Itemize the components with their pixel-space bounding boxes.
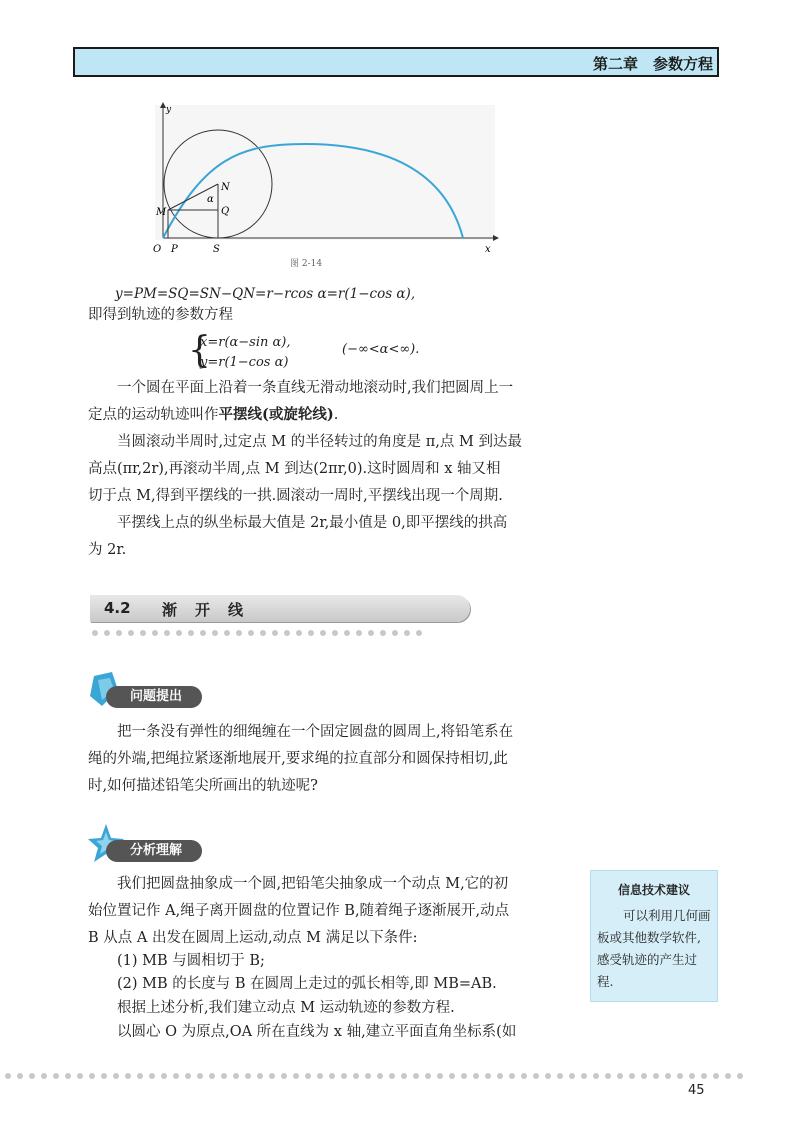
analysis-badge (88, 834, 208, 860)
para1-line2 (88, 405, 338, 425)
section-heading-bar (90, 595, 470, 622)
label-o: O (153, 244, 162, 255)
label-x: x (485, 244, 491, 255)
analysis-line3: B 从点 A 出发在圆周上运动,动点 M 满足以下条件: (88, 930, 418, 946)
label-y: y (166, 105, 172, 115)
sidebar-title: 信息技术建议 (617, 883, 690, 897)
parametric-system (188, 330, 291, 373)
chapter-title: 第二章 参数方程 (592, 55, 713, 73)
x-axis-arrow (493, 235, 499, 241)
section-title: 渐开线 (162, 601, 262, 619)
parameter-range: (−∞<α<∞). (342, 342, 420, 357)
condition-2: (2) MB 的长度与 B 在圆周上走过的弧长相等,即 MB=AB. (117, 976, 497, 992)
section-dots (92, 630, 422, 638)
equation-x: x=r(α−sin α), (200, 335, 291, 350)
label-s: S (213, 244, 220, 255)
label-m: M (156, 207, 167, 218)
system-brace: { (188, 330, 211, 371)
label-n: N (221, 182, 230, 193)
analysis-line2: 始位置记作 A,绳子离开圆盘的位置记作 B,随着绳子逐渐展开,动点 (88, 903, 510, 919)
para2-line1: 当圆滚动半周时,过定点 M 的半径转过的角度是 π,点 M 到达最 (117, 434, 522, 450)
para1-end: . (333, 407, 339, 423)
condition-1: (1) MB 与圆相切于 B; (117, 953, 265, 969)
info-tech-sidebar (590, 870, 718, 1002)
analysis-line6: 根据上述分析,我们建立动点 M 运动轨迹的参数方程. (117, 1000, 455, 1016)
equation-y: y=r(1−cos α) (200, 355, 289, 370)
sidebar-body: 可以利用几何画板或其他数学软件,感受轨迹的产生过程. (597, 908, 711, 989)
para2-line3: 切于点 M,得到平摆线的一拱.圆滚动一周时,平摆线出现一个周期. (88, 488, 503, 504)
question-line2: 绳的外端,把绳拉紧逐渐地展开,要求绳的拉直部分和圆保持相切,此 (88, 751, 508, 767)
page-number: 45 (688, 1083, 705, 1098)
figure-background (155, 105, 495, 240)
para1-line1: 一个圆在平面上沿着一条直线无滑动地滚动时,我们把圆周上一 (117, 380, 514, 396)
label-alpha: α (207, 194, 214, 205)
analysis-badge-label: 分析理解 (106, 840, 202, 862)
question-line3: 时,如何描述铅笔尖所画出的轨迹呢? (88, 778, 318, 794)
para1-text: 定点的运动轨迹叫作 (88, 407, 219, 423)
header-tab-decoration (717, 47, 733, 77)
label-p: P (171, 244, 178, 255)
label-q: Q (221, 206, 230, 217)
cycloid-term: 平摆线(或旋轮线) (218, 406, 334, 423)
analysis-line7: 以圆心 O 为原点,OA 所在直线为 x 轴,建立平面直角坐标系(如 (117, 1024, 517, 1040)
analysis-line1: 我们把圆盘抽象成一个圆,把铅笔尖抽象成一个动点 M,它的初 (117, 876, 509, 892)
param-intro-line: 即得到轨迹的参数方程 (88, 307, 233, 323)
para3-line1: 平摆线上点的纵坐标最大值是 2r,最小值是 0,即平摆线的拱高 (117, 515, 508, 531)
question-badge (88, 680, 208, 706)
question-badge-label: 问题提出 (106, 686, 202, 708)
chapter-header-bar (73, 47, 733, 77)
para2-line2: 高点(πr,2r),再滚动半周,点 M 到达(2πr,0).这时圆周和 x 轴又相 (88, 461, 501, 477)
para3-line2: 为 2r. (88, 542, 127, 558)
figure-caption: 图 2-14 (290, 259, 323, 269)
cycloid-figure (145, 100, 500, 275)
footer-dots (5, 1073, 743, 1081)
derivation-line: y=PM=SQ=SN−QN=r−rcos α=r(1−cos α), (115, 286, 416, 302)
section-number: 4.2 (104, 599, 131, 617)
question-line1: 把一条没有弹性的细绳缠在一个固定圆盘的圆周上,将铅笔系在 (117, 724, 514, 740)
